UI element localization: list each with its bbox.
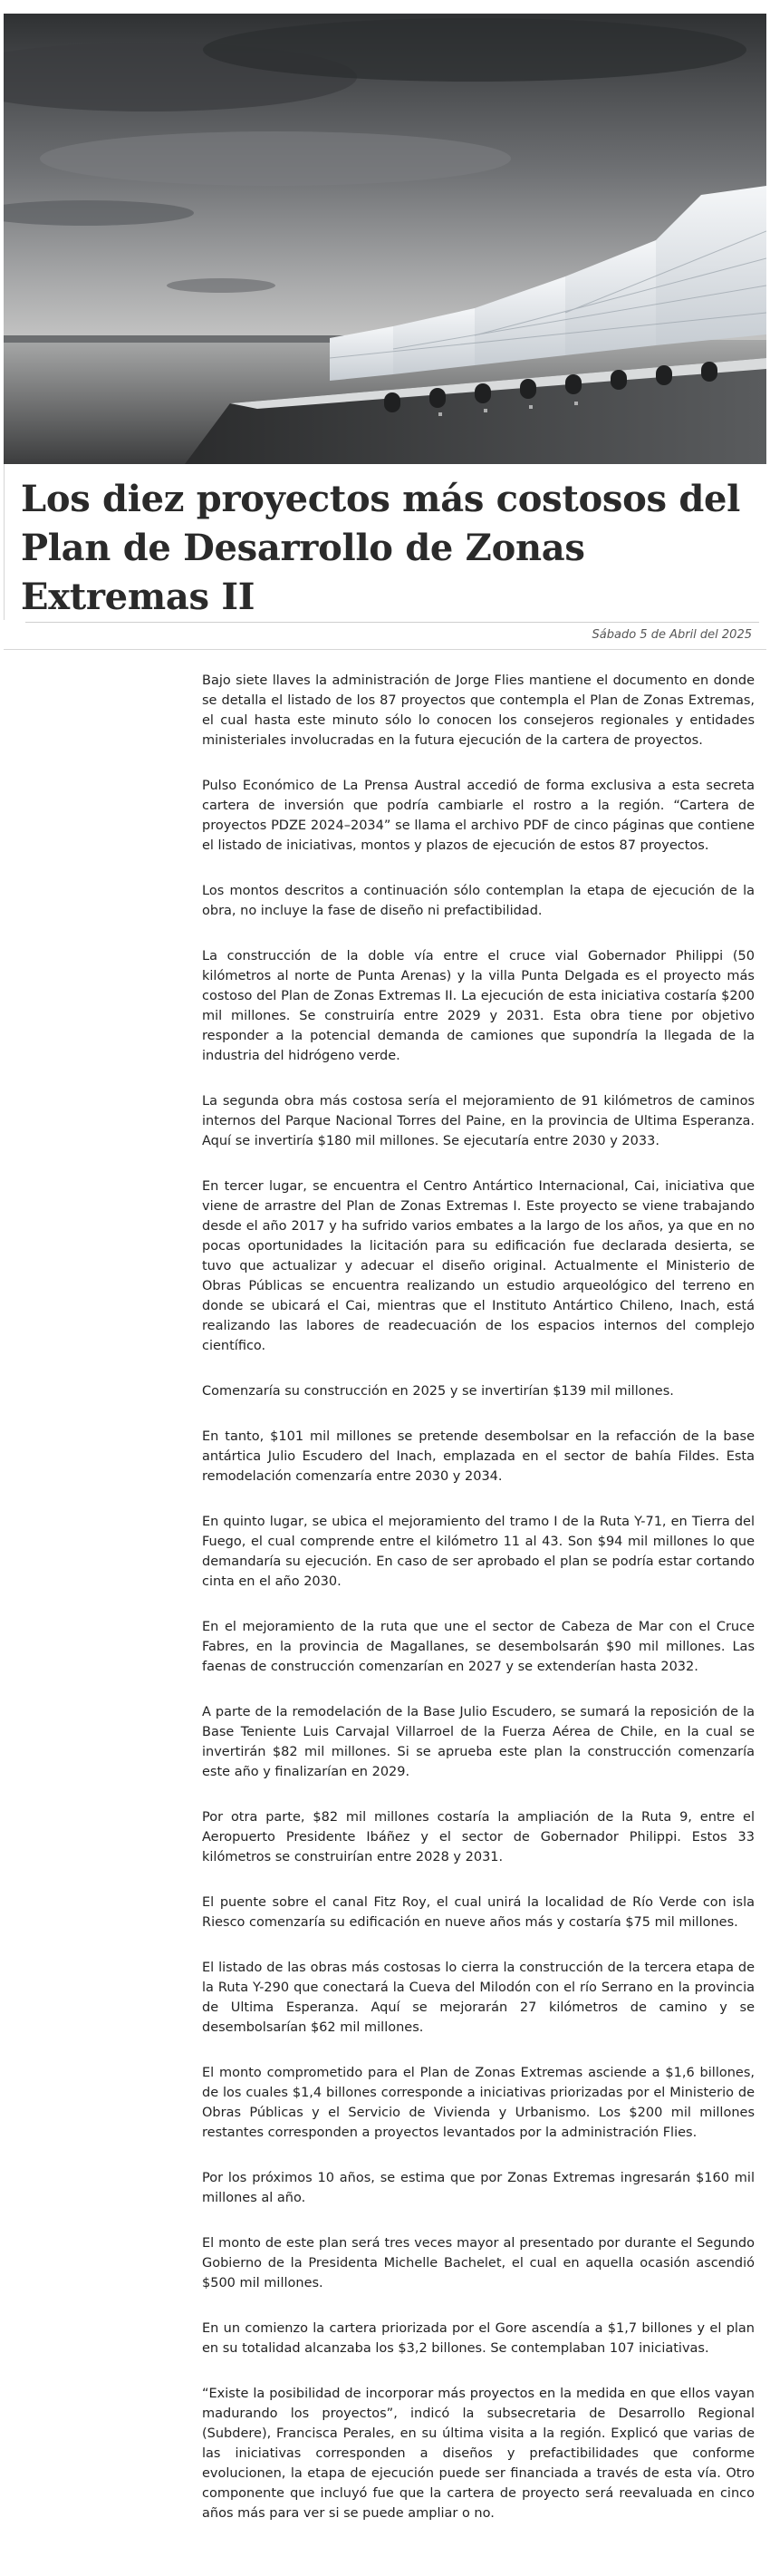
- article-paragraph: El monto comprometido para el Plan de Zonas Extremas asciende a $1,6 billones, de los cuales $1,4 billones corresponde a iniciativas priorizadas por el Ministerio de Obras Públicas y el Servicio de Vivienda y Urbanismo. Los $200 mil millones restantes corresponden a proyectos levantados por la administración Flies.: [202, 2066, 755, 2140]
- article-paragraph: En el mejoramiento de la ruta que une el sector de Cabeza de Mar con el Cruce Fabres, en la provincia de Magallanes, se desembolsarán $90 mil millones. Las faenas de construcción comenzarían en 2027 y se extenderían hasta 2032.: [202, 1620, 755, 1674]
- divider: [25, 622, 759, 623]
- publish-date: Sábado 5 de Abril del 2025: [592, 628, 752, 642]
- article-body: [202, 671, 755, 2549]
- article-paragraph: Comenzaría su construcción en 2025 y se invertirían $139 mil millones.: [202, 1384, 674, 1399]
- article-paragraph: Los montos descritos a continuación sólo contemplan la etapa de ejecución de la obra, no incluye la fase de diseño ni prefactibilidad.: [202, 884, 755, 918]
- hero-image: [4, 14, 766, 464]
- article-paragraph: El listado de las obras más costosas lo cierra la construcción de la tercera etapa de la Ruta Y-290 que conectará la Cueva del Milodón con el río Serrano en la provincia de Ultima Esperanza. Aquí se mejorarán 27 kilómetros de camino y se desembolsarían $62 mil millones.: [202, 1961, 755, 2035]
- article-paragraph: La segunda obra más costosa sería el mejoramiento de 91 kilómetros de caminos internos del Parque Nacional Torres del Paine, en la provincia de Ultima Esperanza. Aquí se invertiría $180 mil millones. Se ejecutaría entre 2030 y 2033.: [202, 1094, 755, 1148]
- article-paragraph: En tanto, $101 mil millones se pretende desembolsar en la refacción de la base antártica Julio Escudero del Inach, emplazada en el sector de bahía Fildes. Esta remodelación comenzaría entre 2030 y 2034.: [202, 1429, 755, 1484]
- article-paragraph: Por otra parte, $82 mil millones costaría la ampliación de la Ruta 9, entre el Aeropuerto Presidente Ibáñez y el sector de Gobernador Philippi. Estos 33 kilómetros se construirían entre 2028 y 2031.: [202, 1810, 755, 1864]
- divider: [4, 649, 766, 650]
- article-paragraph: En tercer lugar, se encuentra el Centro Antártico Internacional, Cai, iniciativa que viene de arrastre del Plan de Zonas Extremas I. Este proyecto se viene trabajando desde el año 2017 y ha sufrido varios embates a la largo de los años, ya que en no pocas oportunidades la licitación para su edificación fue declarada desierta, se tuvo que actualizar y adecuar el diseño original. Actualmente el Ministerio de Obras Públicas se encuentra realizando un estudio arqueológico del terreno en donde se ubicará el Cai, mientras que el Instituto Antártico Chileno, Inach, está realizando las labores de readecuación de los espacios internos del complejo científico.: [202, 1179, 755, 1353]
- article-paragraph: En un comienzo la cartera priorizada por el Gore ascendía a $1,7 billones y el plan en su totalidad alcanzaba los $3,2 billones. Se contemplaban 107 iniciativas.: [202, 2321, 755, 2356]
- building-render-illustration: [4, 14, 766, 464]
- article-paragraph: El monto de este plan será tres veces mayor al presentado por durante el Segundo Gobierno de la Presidenta Michelle Bachelet, el cual en aquella ocasión ascendió $500 mil millones.: [202, 2236, 755, 2290]
- article-paragraph: Bajo siete llaves la administración de Jorge Flies mantiene el documento en donde se detalla el listado de los 87 proyectos que contempla el Plan de Zonas Extremas, el cual hasta este minuto sólo lo conocen los consejeros regionales y entidades ministeriales involucradas en la futura ejecución de la cartera de proyectos.: [202, 673, 755, 748]
- article-paragraph: Por los próximos 10 años, se estima que por Zonas Extremas ingresarán $160 mil millones al año.: [202, 2171, 755, 2205]
- article-paragraph: El puente sobre el canal Fitz Roy, el cual unirá la localidad de Río Verde con isla Riesco comenzaría su edificación en nueve años más y costaría $75 mil millones.: [202, 1895, 755, 1930]
- headline-container: [4, 464, 766, 620]
- article-headline: Los diez proyectos más costosos del Plan de Desarrollo de Zonas Extremas II: [21, 478, 741, 618]
- article-paragraph: “Existe la posibilidad de incorporar más proyectos en la medida en que ellos vayan madurando los proyectos”, indicó la subsecretaria de Desarrollo Regional (Subdere), Francisca Perales, en su última visita a la región. Explicó que varias de las iniciativas corresponden a diseños y prefactibilidades que conforme evolucionen, la etapa de ejecución puede ser financiada a través de esta vía. Otro componente que incluyó fue que la cartera de proyecto será reevaluada en cinco años más para ver si se puede ampliar o no.: [202, 2387, 755, 2521]
- article-paragraph: La construcción de la doble vía entre el cruce vial Gobernador Philippi (50 kilómetros al norte de Punta Arenas) y la villa Punta Delgada es el proyecto más costoso del Plan de Zonas Extremas II. La ejecución de esta iniciativa costaría $200 mil millones. Se construiría entre 2029 y 2031. Esta obra tiene por objetivo responder a la potencial demanda de camiones que supondría la llegada de la industria del hidrógeno verde.: [202, 949, 755, 1063]
- article-paragraph: Pulso Económico de La Prensa Austral accedió de forma exclusiva a esta secreta cartera de inversión que podría cambiarle el rostro a la región. “Cartera de proyectos PDZE 2024–2034” se llama el archivo PDF de cinco páginas que contiene el listado de iniciativas, montos y plazos de ejecución de estos 87 proyectos.: [202, 779, 755, 853]
- article-paragraph: En quinto lugar, se ubica el mejoramiento del tramo I de la Ruta Y-71, en Tierra del Fuego, el cual comprende entre el kilómetro 11 al 43. Son $94 mil millones lo que demandaría su ejecución. En caso de ser aprobado el plan se podría estar cortando cinta en el año 2030.: [202, 1515, 755, 1589]
- article-paragraph: A parte de la remodelación de la Base Julio Escudero, se sumará la reposición de la Base Teniente Luis Carvajal Villarroel de la Fuerza Aérea de Chile, en la cual se invertirán $82 mil millones. Si se aprueba este plan la construcción comenzaría este año y finalizarían en 2029.: [202, 1705, 755, 1779]
